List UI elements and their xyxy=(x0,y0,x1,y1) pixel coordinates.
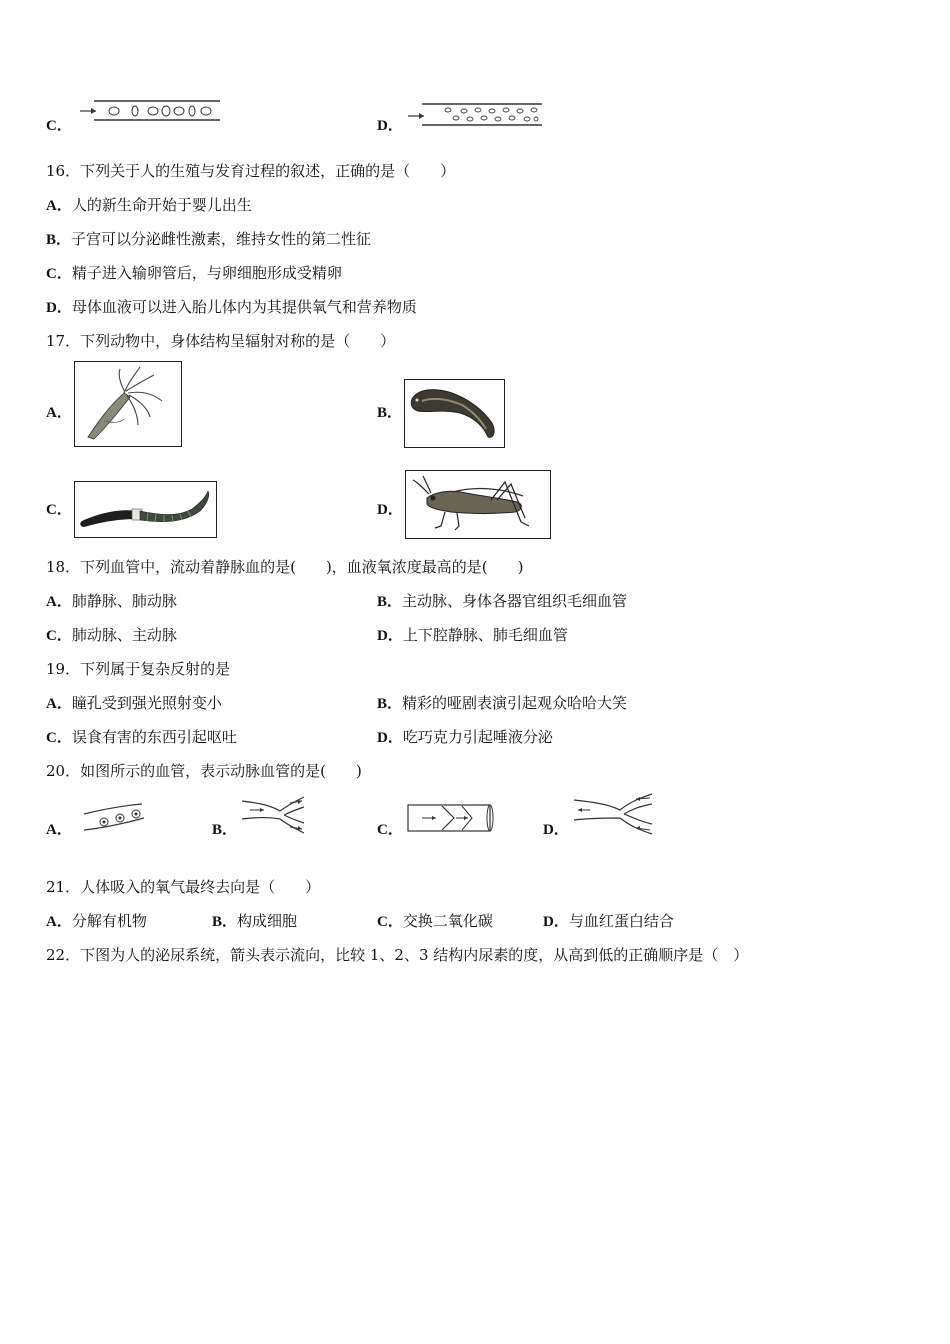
q21-option-d-text: 与血红蛋白结合 xyxy=(568,912,674,930)
q15-option-c-label: C． xyxy=(46,118,72,134)
q16-option-a[interactable] xyxy=(46,195,252,216)
q16-option-d-label: D． xyxy=(46,300,72,316)
q19-stem: 19．下列属于复杂反射的是 xyxy=(46,660,231,678)
q18-option-c[interactable] xyxy=(46,625,177,646)
q16-option-b[interactable] xyxy=(46,229,371,250)
q18-option-b-text: 主动脉、身体各器官组织毛细血管 xyxy=(402,592,628,610)
q20-option-a-label: A． xyxy=(46,822,72,838)
q19-option-b-label: B． xyxy=(377,696,403,712)
q16-option-c-label: C． xyxy=(46,266,72,282)
q21-option-a[interactable] xyxy=(46,911,147,932)
q17-option-d-grasshopper-image xyxy=(405,470,551,539)
q17-option-c[interactable] xyxy=(46,499,72,520)
q21-option-b-label: B． xyxy=(212,914,238,930)
q18-option-d[interactable] xyxy=(377,625,568,646)
q18-stem: 18．下列血管中，流动着静脉血的是( )，血液氧浓度最高的是( ) xyxy=(46,558,524,576)
q18-option-b[interactable] xyxy=(377,591,627,612)
q21-option-a-text: 分解有机物 xyxy=(71,912,147,930)
q21-option-a-label: A． xyxy=(46,914,72,930)
q21-option-d[interactable] xyxy=(543,911,674,932)
q17-option-d-label: D． xyxy=(377,502,403,518)
q15-option-c[interactable] xyxy=(46,115,72,136)
q20-option-d[interactable] xyxy=(543,819,569,840)
q16-option-d[interactable] xyxy=(46,297,417,318)
q19-option-c[interactable] xyxy=(46,727,237,748)
q20-option-c-vein-valve-figure xyxy=(406,802,494,834)
q15-option-d-figure xyxy=(408,102,544,128)
q17-option-a-hydra-image xyxy=(74,361,182,447)
q20-option-a[interactable] xyxy=(46,819,72,840)
q19-option-c-text: 误食有害的东西引起呕吐 xyxy=(71,728,237,746)
q19-option-b[interactable] xyxy=(377,693,627,714)
q20-stem: 20．如图所示的血管，表示动脉血管的是( ) xyxy=(46,762,362,780)
q17-option-a-label: A． xyxy=(46,405,72,421)
q21-stem: 21．人体吸入的氧气最终去向是（ ） xyxy=(46,878,321,896)
q17-option-d[interactable] xyxy=(377,499,403,520)
q20-option-b[interactable] xyxy=(212,819,237,840)
q18-option-a-text: 肺静脉、肺动脉 xyxy=(71,592,177,610)
q15-option-d[interactable] xyxy=(377,115,403,136)
q21-option-c[interactable] xyxy=(377,911,493,932)
q18-option-b-label: B． xyxy=(377,594,403,610)
q19-option-a[interactable] xyxy=(46,693,222,714)
q19-option-d[interactable] xyxy=(377,727,553,748)
q18-option-a[interactable] xyxy=(46,591,177,612)
q21-option-b[interactable] xyxy=(212,911,297,932)
q16-option-a-text: 人的新生命开始于婴儿出生 xyxy=(71,196,252,214)
q18-option-d-text: 上下腔静脉、肺毛细血管 xyxy=(402,626,568,644)
q16-option-b-text: 子宫可以分泌雌性激素，维持女性的第二性征 xyxy=(71,230,372,248)
q21-option-c-label: C． xyxy=(377,914,403,930)
q19-option-a-label: A． xyxy=(46,696,72,712)
q16-option-c[interactable] xyxy=(46,263,342,284)
q17-stem: 17．下列动物中，身体结构呈辐射对称的是（ ） xyxy=(46,332,396,350)
q18-option-a-label: A． xyxy=(46,594,72,610)
q21-option-c-text: 交换二氧化碳 xyxy=(402,912,493,930)
q15-option-d-label: D． xyxy=(377,118,403,134)
q18-option-d-label: D． xyxy=(377,628,403,644)
q16-option-b-label: B． xyxy=(46,232,72,248)
q17-option-a[interactable] xyxy=(46,402,72,423)
q19-option-b-text: 精彩的哑剧表演引起观众哈哈大笑 xyxy=(402,694,628,712)
q15-option-c-figure xyxy=(80,98,222,124)
q20-option-d-label: D． xyxy=(543,822,569,838)
q21-option-b-text: 构成细胞 xyxy=(237,912,298,930)
q17-option-c-earthworm-image xyxy=(74,481,217,538)
q20-option-b-label: B． xyxy=(212,822,238,838)
q20-option-a-capillary-figure xyxy=(80,800,148,836)
q18-option-c-text: 肺动脉、主动脉 xyxy=(71,626,177,644)
q19-option-c-label: C． xyxy=(46,730,72,746)
q19-option-a-text: 瞳孔受到强光照射变小 xyxy=(71,694,222,712)
q18-option-c-label: C． xyxy=(46,628,72,644)
q19-option-d-text: 吃巧克力引起唾液分泌 xyxy=(402,728,553,746)
q20-option-c-label: C． xyxy=(377,822,403,838)
q20-option-c[interactable] xyxy=(377,819,403,840)
q20-option-d-vessel-figure xyxy=(572,790,654,838)
q19-option-d-label: D． xyxy=(377,730,403,746)
q17-option-b-planarian-image xyxy=(404,379,505,448)
q16-option-c-text: 精子进入输卵管后，与卵细胞形成受精卵 xyxy=(71,264,342,282)
q21-option-d-label: D． xyxy=(543,914,569,930)
q22-stem: 22．下图为人的泌尿系统，箭头表示流向，比较 1、2、3 结构内尿素的度，从高到低的正确顺序是（ ） xyxy=(46,946,749,964)
q16-option-a-label: A． xyxy=(46,198,72,214)
q17-option-b[interactable] xyxy=(377,402,402,423)
q16-option-d-text: 母体血液可以进入胎儿体内为其提供氧气和营养物质 xyxy=(71,298,417,316)
q17-option-b-label: B． xyxy=(377,405,403,421)
q16-stem: 16．下列关于人的生殖与发育过程的叙述，正确的是（ ） xyxy=(46,162,456,180)
q20-option-b-vessel-figure xyxy=(240,795,306,835)
q17-option-c-label: C． xyxy=(46,502,72,518)
